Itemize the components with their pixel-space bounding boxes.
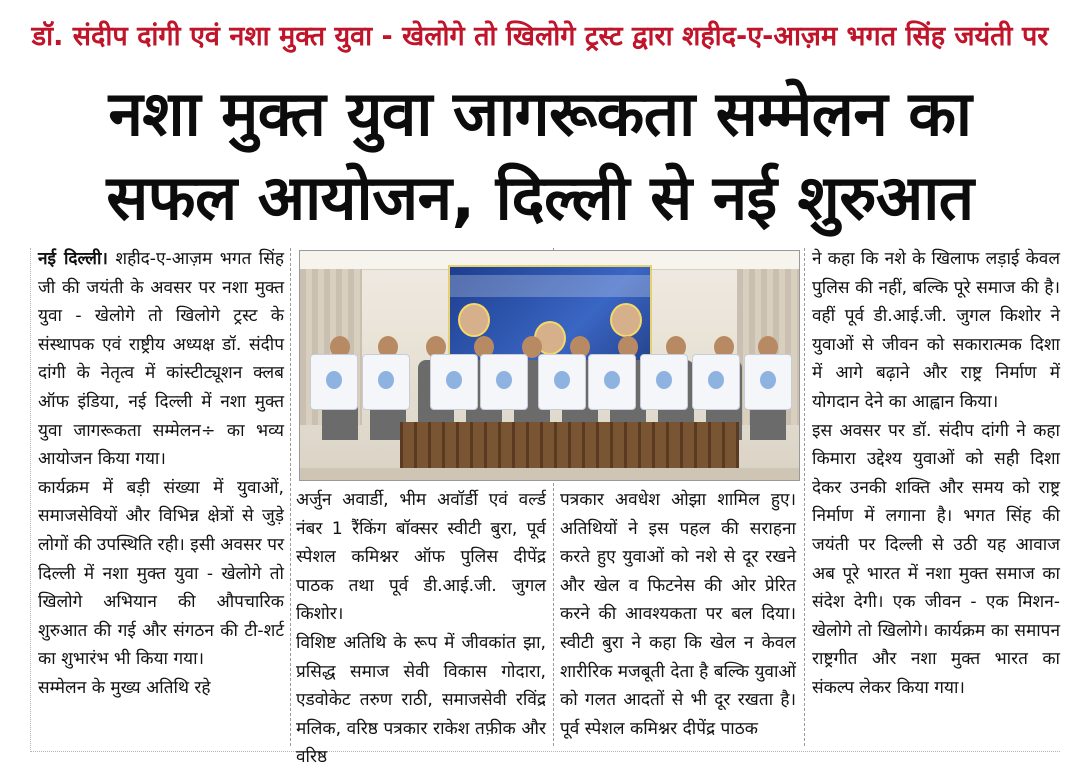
banner-portrait: [458, 303, 490, 337]
headline-line-1: नशा मुक्त युवा जागरूकता सम्मेलन का: [108, 77, 972, 150]
article-column-1: [38, 245, 284, 703]
kicker-headline: डॉ. संदीप दांगी एवं नशा मुक्त युवा - खेलोगे तो खिलोगे ट्रस्ट द्वारा शहीद-ए-आज़म भगत सिंह जयंती पर: [31, 21, 1049, 52]
article-column-4: [812, 245, 1060, 703]
tshirt-display: [430, 354, 478, 410]
paragraph: [38, 245, 284, 474]
article-column-3: [560, 486, 796, 743]
paragraph: विशिष्ट अतिथि के रूप में जीवकांत झा, प्रसिद्ध समाज सेवी विकास गोदारा, एडवोकेट तरुण राठी, समाजसेवी रविंद्र मलिक, वरिष्ठ पत्रकार राकेश तफ़ीक और वरिष्ठ: [296, 632, 546, 768]
paragraph: अर्जुन अवार्डी, भीम अवॉर्डी एवं वर्ल्ड नंबर 1 रैंकिंग बॉक्सर स्वीटी बुरा, पूर्व स्पेशल कमिश्नर ऑफ पुलिस दीपेंद्र पाठक तथा पूर्व डी.आई.जी. जुगल किशोर।: [296, 490, 546, 625]
tshirt-display: [692, 354, 740, 410]
column-divider-3: [804, 248, 805, 746]
paragraph: सम्मेलन के मुख्य अतिथि रहे: [38, 677, 211, 698]
tshirt-display: [310, 354, 358, 410]
dateline: नई दिल्ली।: [38, 249, 108, 269]
article-column-2: [296, 486, 546, 772]
event-photo: [299, 250, 800, 481]
column-divider-1: [290, 248, 291, 746]
paragraph: पत्रकार अवधेश ओझा शामिल हुए। अतिथियों ने इस पहल की सराहना करते हुए युवाओं को नशे से दूर रखने और खेल व फिटनेस की ओर प्रेरित करने की आवश्यकता पर बल दिया। स्वीटी बुरा ने कहा कि खेल न केवल शारीरिक मजबूती देता है बल्कि युवाओं को गलत आदतों से भी दूर रखता है। पूर्व स्पेशल कमिश्नर दीपेंद्र पाठक: [560, 490, 796, 739]
banner-portrait: [610, 303, 642, 337]
banner-stripe: [450, 275, 650, 297]
paragraph: कार्यक्रम में बड़ी संख्या में युवाओं, समाजसेवियों और विभिन्न क्षेत्रों से जुड़े लोगों की उपस्थिति रही। इसी अवसर पर दिल्ली में नशा मुक्त युवा - खेलोगे तो खिलोगे अभियान की औपचारिक शुरुआत की गई और संगठन की टी-शर्ट का शुभारंभ भी किया गया।: [38, 477, 284, 670]
paragraph-text: शहीद-ए-आज़म भगत सिंह जी की जयंती के अवसर पर नशा मुक्त युवा - खेलोगे तो खिलोगे ट्रस्ट के संस्थापक एवं राष्ट्रीय अध्यक्ष डॉ. संदीप दांगी के नेतृत्व में कांस्टीट्यूशन क्लब ऑफ इंडिया, नई दिल्ली में नशा मुक्त युवा जागरूकता सम्मेलन÷ का भव्य आयोजन किया गया।: [38, 249, 284, 470]
paragraph: इस अवसर पर डॉ. संदीप दांगी ने कहा किमारा उद्देश्य युवाओं को सही दिशा देकर उनकी शक्ति और समय को राष्ट्र निर्माण में लगाना है। भगत सिंह की जयंती पर दिल्ली से उठी यह आवाज अब पूरे भारत में नशा मुक्त समाज का संदेश देगी। एक जीवन - एक मिशन- खेलोगे तो खिलोगे। कार्यक्रम का समापन राष्ट्रगीत और नशा मुक्त भारत का संकल्प लेकर किया गया।: [812, 420, 1060, 698]
tshirt-display: [362, 354, 410, 410]
tshirt-display: [480, 354, 528, 410]
tshirt-display: [744, 354, 792, 410]
tshirt-display: [588, 354, 636, 410]
tshirt-display: [640, 354, 688, 410]
headline-line-2: सफल आयोजन, दिल्ली से नई शुरुआत: [106, 161, 974, 234]
tshirt-display: [538, 354, 586, 410]
main-headline: [0, 72, 1080, 240]
photo-floor: [300, 468, 799, 480]
column-divider-left: [30, 248, 31, 750]
paragraph: ने कहा कि नशे के खिलाफ लड़ाई केवल पुलिस की नहीं, बल्कि पूरे समाज की है। वहीं पूर्व डी.आई.जी. जुगल किशोर ने युवाओं से जीवन को सकारात्मक दिशा में आगे बढ़ाने और राष्ट्र निर्माण में योगदान देने का आह्वान किया।: [812, 249, 1060, 412]
